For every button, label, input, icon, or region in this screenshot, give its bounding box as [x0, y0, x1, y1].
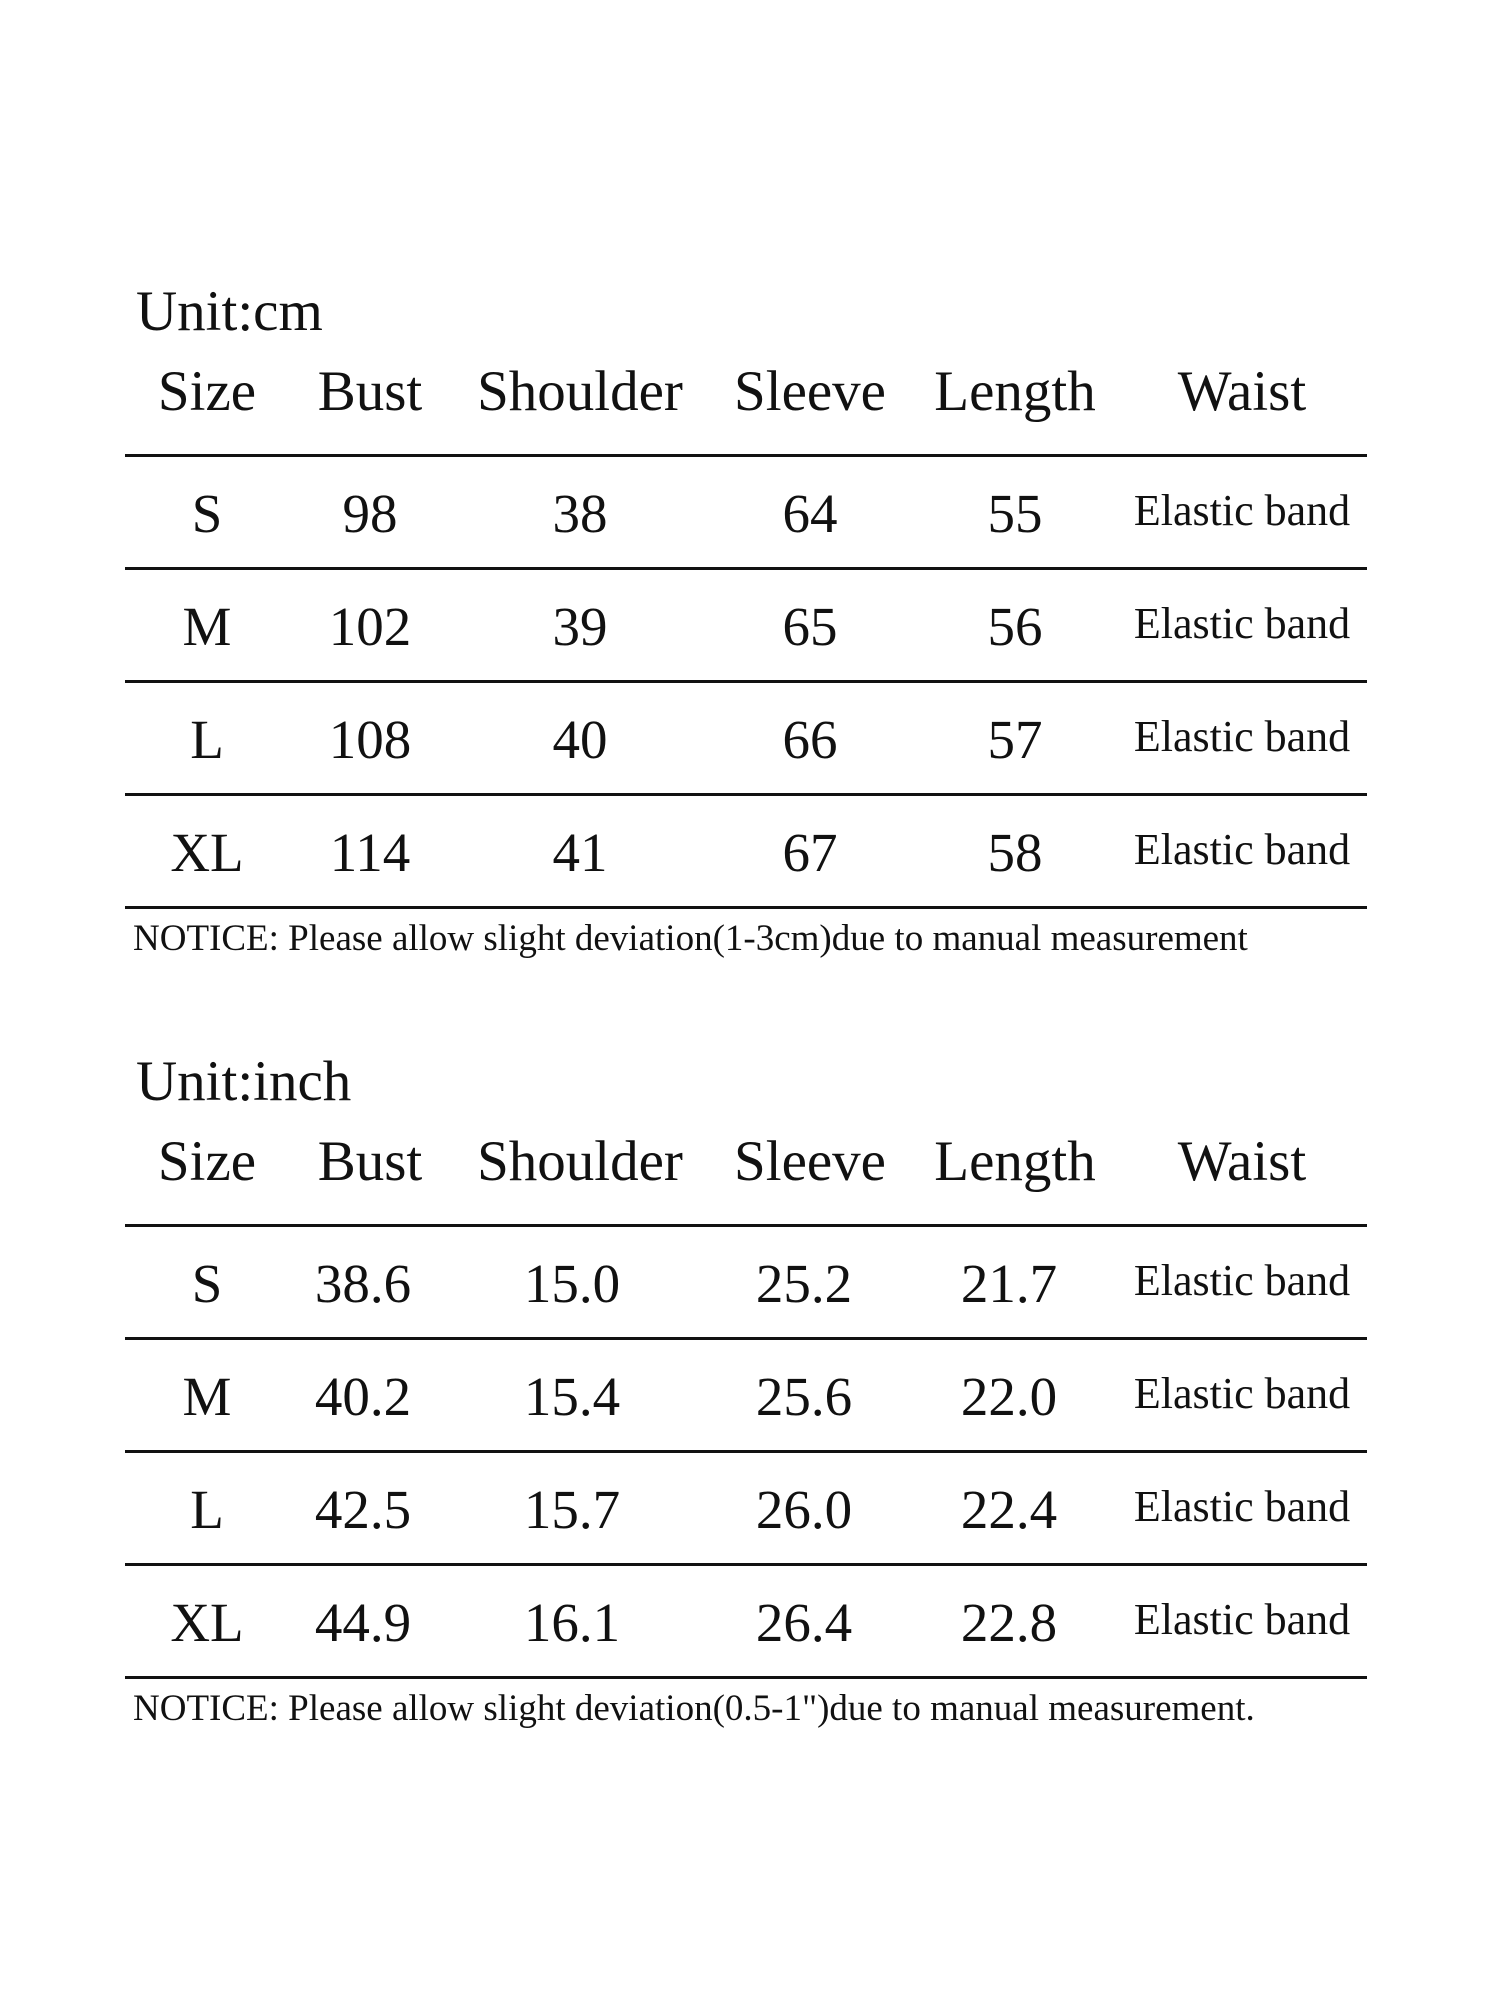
cell-bust: 44.9 — [314, 1592, 412, 1653]
table-row — [125, 457, 1367, 570]
cell-shoulder: 41 — [552, 822, 608, 883]
unit-label-cm: Unit:cm — [136, 280, 323, 343]
cell-bust: 108 — [328, 709, 412, 770]
cell-shoulder: 16.1 — [523, 1592, 621, 1653]
table-row — [125, 1227, 1367, 1340]
cell-sleeve: 26.4 — [755, 1592, 853, 1653]
cell-waist: Elastic band — [1133, 599, 1351, 648]
cell-sleeve: 64 — [782, 483, 838, 544]
table-row — [125, 1453, 1367, 1566]
table-row — [125, 1340, 1367, 1453]
cell-length: 57 — [987, 709, 1043, 770]
size-chart-inch — [125, 1047, 1367, 1739]
header-size: Size — [157, 1130, 257, 1193]
cell-waist: Elastic band — [1133, 1482, 1351, 1531]
cell-shoulder: 15.4 — [523, 1366, 621, 1427]
header-length: Length — [934, 1130, 1096, 1193]
header-length: Length — [934, 360, 1096, 423]
cell-waist: Elastic band — [1133, 1369, 1351, 1418]
cell-size: S — [191, 1253, 223, 1314]
cell-sleeve: 25.6 — [755, 1366, 853, 1427]
header-shoulder: Shoulder — [477, 1130, 683, 1193]
cell-shoulder: 15.7 — [523, 1479, 621, 1540]
cell-length: 22.0 — [960, 1366, 1058, 1427]
cell-length: 21.7 — [960, 1253, 1058, 1314]
cell-length: 58 — [987, 822, 1043, 883]
cell-shoulder: 40 — [552, 709, 608, 770]
notice-text-cm: NOTICE: Please allow slight deviation(1-3cm)due to manual measurement — [133, 918, 1248, 959]
notice-text-inch: NOTICE: Please allow slight deviation(0.5-1")due to manual measurement. — [133, 1688, 1255, 1729]
cell-bust: 40.2 — [314, 1366, 412, 1427]
cell-waist: Elastic band — [1133, 486, 1351, 535]
cell-bust: 38.6 — [314, 1253, 412, 1314]
cell-bust: 114 — [329, 822, 411, 883]
cell-shoulder: 38 — [552, 483, 608, 544]
cell-sleeve: 65 — [782, 596, 838, 657]
cell-sleeve: 67 — [782, 822, 838, 883]
cell-sleeve: 25.2 — [755, 1253, 853, 1314]
header-waist: Waist — [1177, 1130, 1307, 1193]
table-row — [125, 570, 1367, 683]
cell-sleeve: 26.0 — [755, 1479, 853, 1540]
header-bust: Bust — [317, 360, 423, 423]
cell-waist: Elastic band — [1133, 1256, 1351, 1305]
header-size: Size — [157, 360, 257, 423]
size-chart-cm — [125, 277, 1367, 969]
cell-waist: Elastic band — [1133, 1595, 1351, 1644]
table-row — [125, 1566, 1367, 1679]
table-header-row — [125, 1117, 1367, 1227]
cell-sleeve: 66 — [782, 709, 838, 770]
cell-length: 56 — [987, 596, 1043, 657]
cell-waist: Elastic band — [1133, 825, 1351, 874]
table-row — [125, 683, 1367, 796]
cell-bust: 98 — [342, 483, 398, 544]
cell-shoulder: 39 — [552, 596, 608, 657]
header-sleeve: Sleeve — [734, 360, 886, 423]
table-header-row — [125, 347, 1367, 457]
cell-bust: 42.5 — [314, 1479, 412, 1540]
header-bust: Bust — [317, 1130, 423, 1193]
cell-size: XL — [170, 1592, 244, 1653]
cell-size: L — [190, 709, 224, 770]
cell-length: 55 — [987, 483, 1043, 544]
cell-size: M — [182, 596, 232, 657]
cell-shoulder: 15.0 — [523, 1253, 621, 1314]
cell-length: 22.8 — [960, 1592, 1058, 1653]
header-shoulder: Shoulder — [477, 360, 683, 423]
header-sleeve: Sleeve — [734, 1130, 886, 1193]
cell-bust: 102 — [328, 596, 412, 657]
cell-size: XL — [170, 822, 244, 883]
cell-size: L — [190, 1479, 224, 1540]
unit-label-inch: Unit:inch — [136, 1050, 352, 1113]
cell-length: 22.4 — [960, 1479, 1058, 1540]
header-waist: Waist — [1177, 360, 1307, 423]
table-row — [125, 796, 1367, 909]
cell-waist: Elastic band — [1133, 712, 1351, 761]
cell-size: M — [182, 1366, 232, 1427]
cell-size: S — [191, 483, 223, 544]
